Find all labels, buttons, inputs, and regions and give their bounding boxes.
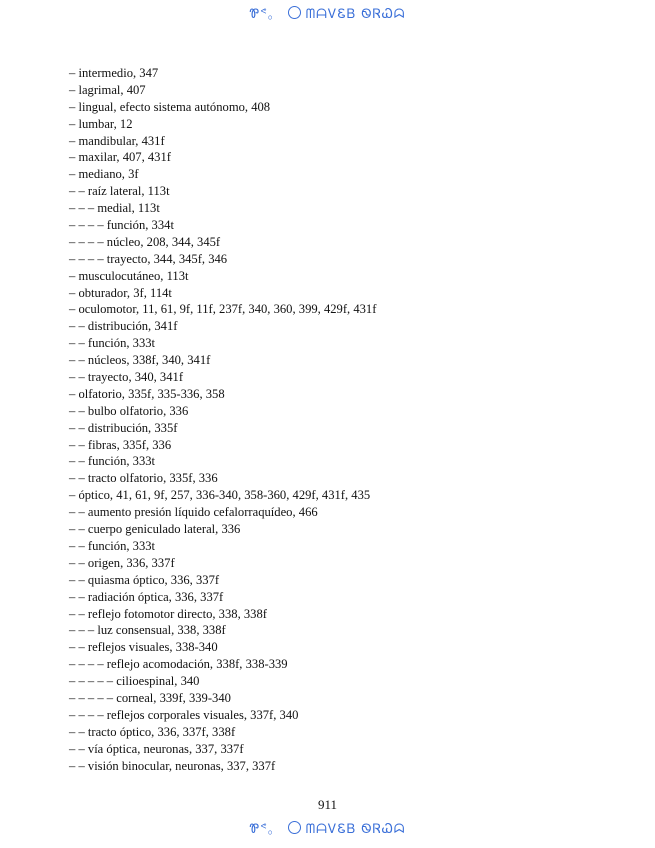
index-entry: – olfatorio, 335f, 335-336, 358 bbox=[69, 386, 225, 401]
index-entry: – lingual, efecto sistema autónomo, 408 bbox=[69, 99, 271, 114]
index-entry: – – tracto óptico, 336, 337f, 338f bbox=[69, 724, 236, 739]
circle-icon bbox=[288, 6, 301, 19]
watermark-left-text: Ꮘᕝ。 bbox=[249, 7, 282, 22]
index-entry: – musculocutáneo, 113t bbox=[69, 268, 189, 283]
index-entry: – mandibular, 431f bbox=[69, 133, 165, 148]
index-entry: – obturador, 3f, 114t bbox=[69, 285, 172, 300]
index-entry: – – origen, 336, 337f bbox=[69, 555, 175, 570]
index-entry: – – función, 333t bbox=[69, 454, 156, 469]
watermark-right-text: ᗰᗩᏙᏋᏴ ᏫᏒᏇᗣ bbox=[305, 7, 406, 22]
index-entry: – – – – núcleo, 208, 344, 345f bbox=[69, 234, 221, 249]
watermark-left-text: Ꮘᕝ。 bbox=[249, 822, 282, 837]
index-entry: – intermedio, 347 bbox=[69, 66, 159, 80]
index-entry: – lagrimal, 407 bbox=[69, 82, 146, 97]
watermark-top bbox=[0, 3, 655, 22]
page-number: 911 bbox=[317, 797, 338, 812]
index-entry: – maxilar, 407, 431f bbox=[69, 150, 171, 165]
index-entry: – – fibras, 335f, 336 bbox=[69, 437, 172, 452]
watermark-right-text: ᗰᗩᏙᏋᏴ ᏫᏒᏇᗣ bbox=[305, 822, 406, 837]
index-entry: – – – – función, 334t bbox=[69, 218, 174, 233]
index-entry: – – reflejos visuales, 338-340 bbox=[69, 640, 218, 655]
index-entry: – – reflejo fotomotor directo, 338, 338f bbox=[69, 606, 267, 621]
index-entry: – – – – – cilioespinal, 340 bbox=[69, 674, 200, 689]
index-entry: – – función, 333t bbox=[69, 538, 156, 553]
index-entry: – – – medial, 113t bbox=[69, 201, 160, 216]
index-entry: – – distribución, 335f bbox=[69, 420, 178, 435]
index-entry: – – núcleos, 338f, 340, 341f bbox=[69, 353, 211, 368]
index-entry: – – aumento presión líquido cefalorraquídeo, 466 bbox=[69, 505, 318, 520]
index-entry: – – – – reflejos corporales visuales, 337f, 340 bbox=[69, 707, 299, 722]
watermark-bottom bbox=[0, 818, 655, 837]
index-entry: – – – – – corneal, 339f, 339-340 bbox=[69, 690, 231, 705]
index-entry: – – bulbo olfatorio, 336 bbox=[69, 403, 189, 418]
index-entry: – oculomotor, 11, 61, 9f, 11f, 237f, 340, 360, 399, 429f, 431f bbox=[69, 302, 377, 317]
index-entry: – – tracto olfatorio, 335f, 336 bbox=[69, 471, 218, 486]
index-entry-list bbox=[69, 65, 376, 774]
index-entry: – – – luz consensual, 338, 338f bbox=[69, 623, 226, 638]
index-entry: – – vía óptica, neuronas, 337, 337f bbox=[69, 741, 244, 756]
index-entry: – – distribución, 341f bbox=[69, 319, 178, 334]
index-entry: – – raíz lateral, 113t bbox=[69, 184, 170, 199]
index-entry: – – función, 333t bbox=[69, 336, 156, 351]
index-entry: – – visión binocular, neuronas, 337, 337f bbox=[69, 758, 276, 773]
index-entry: – – – – trayecto, 344, 345f, 346 bbox=[69, 251, 228, 266]
index-entry: – lumbar, 12 bbox=[69, 116, 133, 131]
index-entry: – óptico, 41, 61, 9f, 257, 336-340, 358-360, 429f, 431f, 435 bbox=[69, 488, 371, 503]
index-entry: – mediano, 3f bbox=[69, 167, 139, 182]
index-entry: – – quiasma óptico, 336, 337f bbox=[69, 572, 220, 587]
index-entry: – – radiación óptica, 336, 337f bbox=[69, 589, 224, 604]
index-entry: – – – – reflejo acomodación, 338f, 338-339 bbox=[69, 657, 288, 672]
index-entry: – – cuerpo geniculado lateral, 336 bbox=[69, 522, 241, 537]
index-entry: – – trayecto, 340, 341f bbox=[69, 370, 184, 385]
circle-icon bbox=[288, 821, 301, 834]
